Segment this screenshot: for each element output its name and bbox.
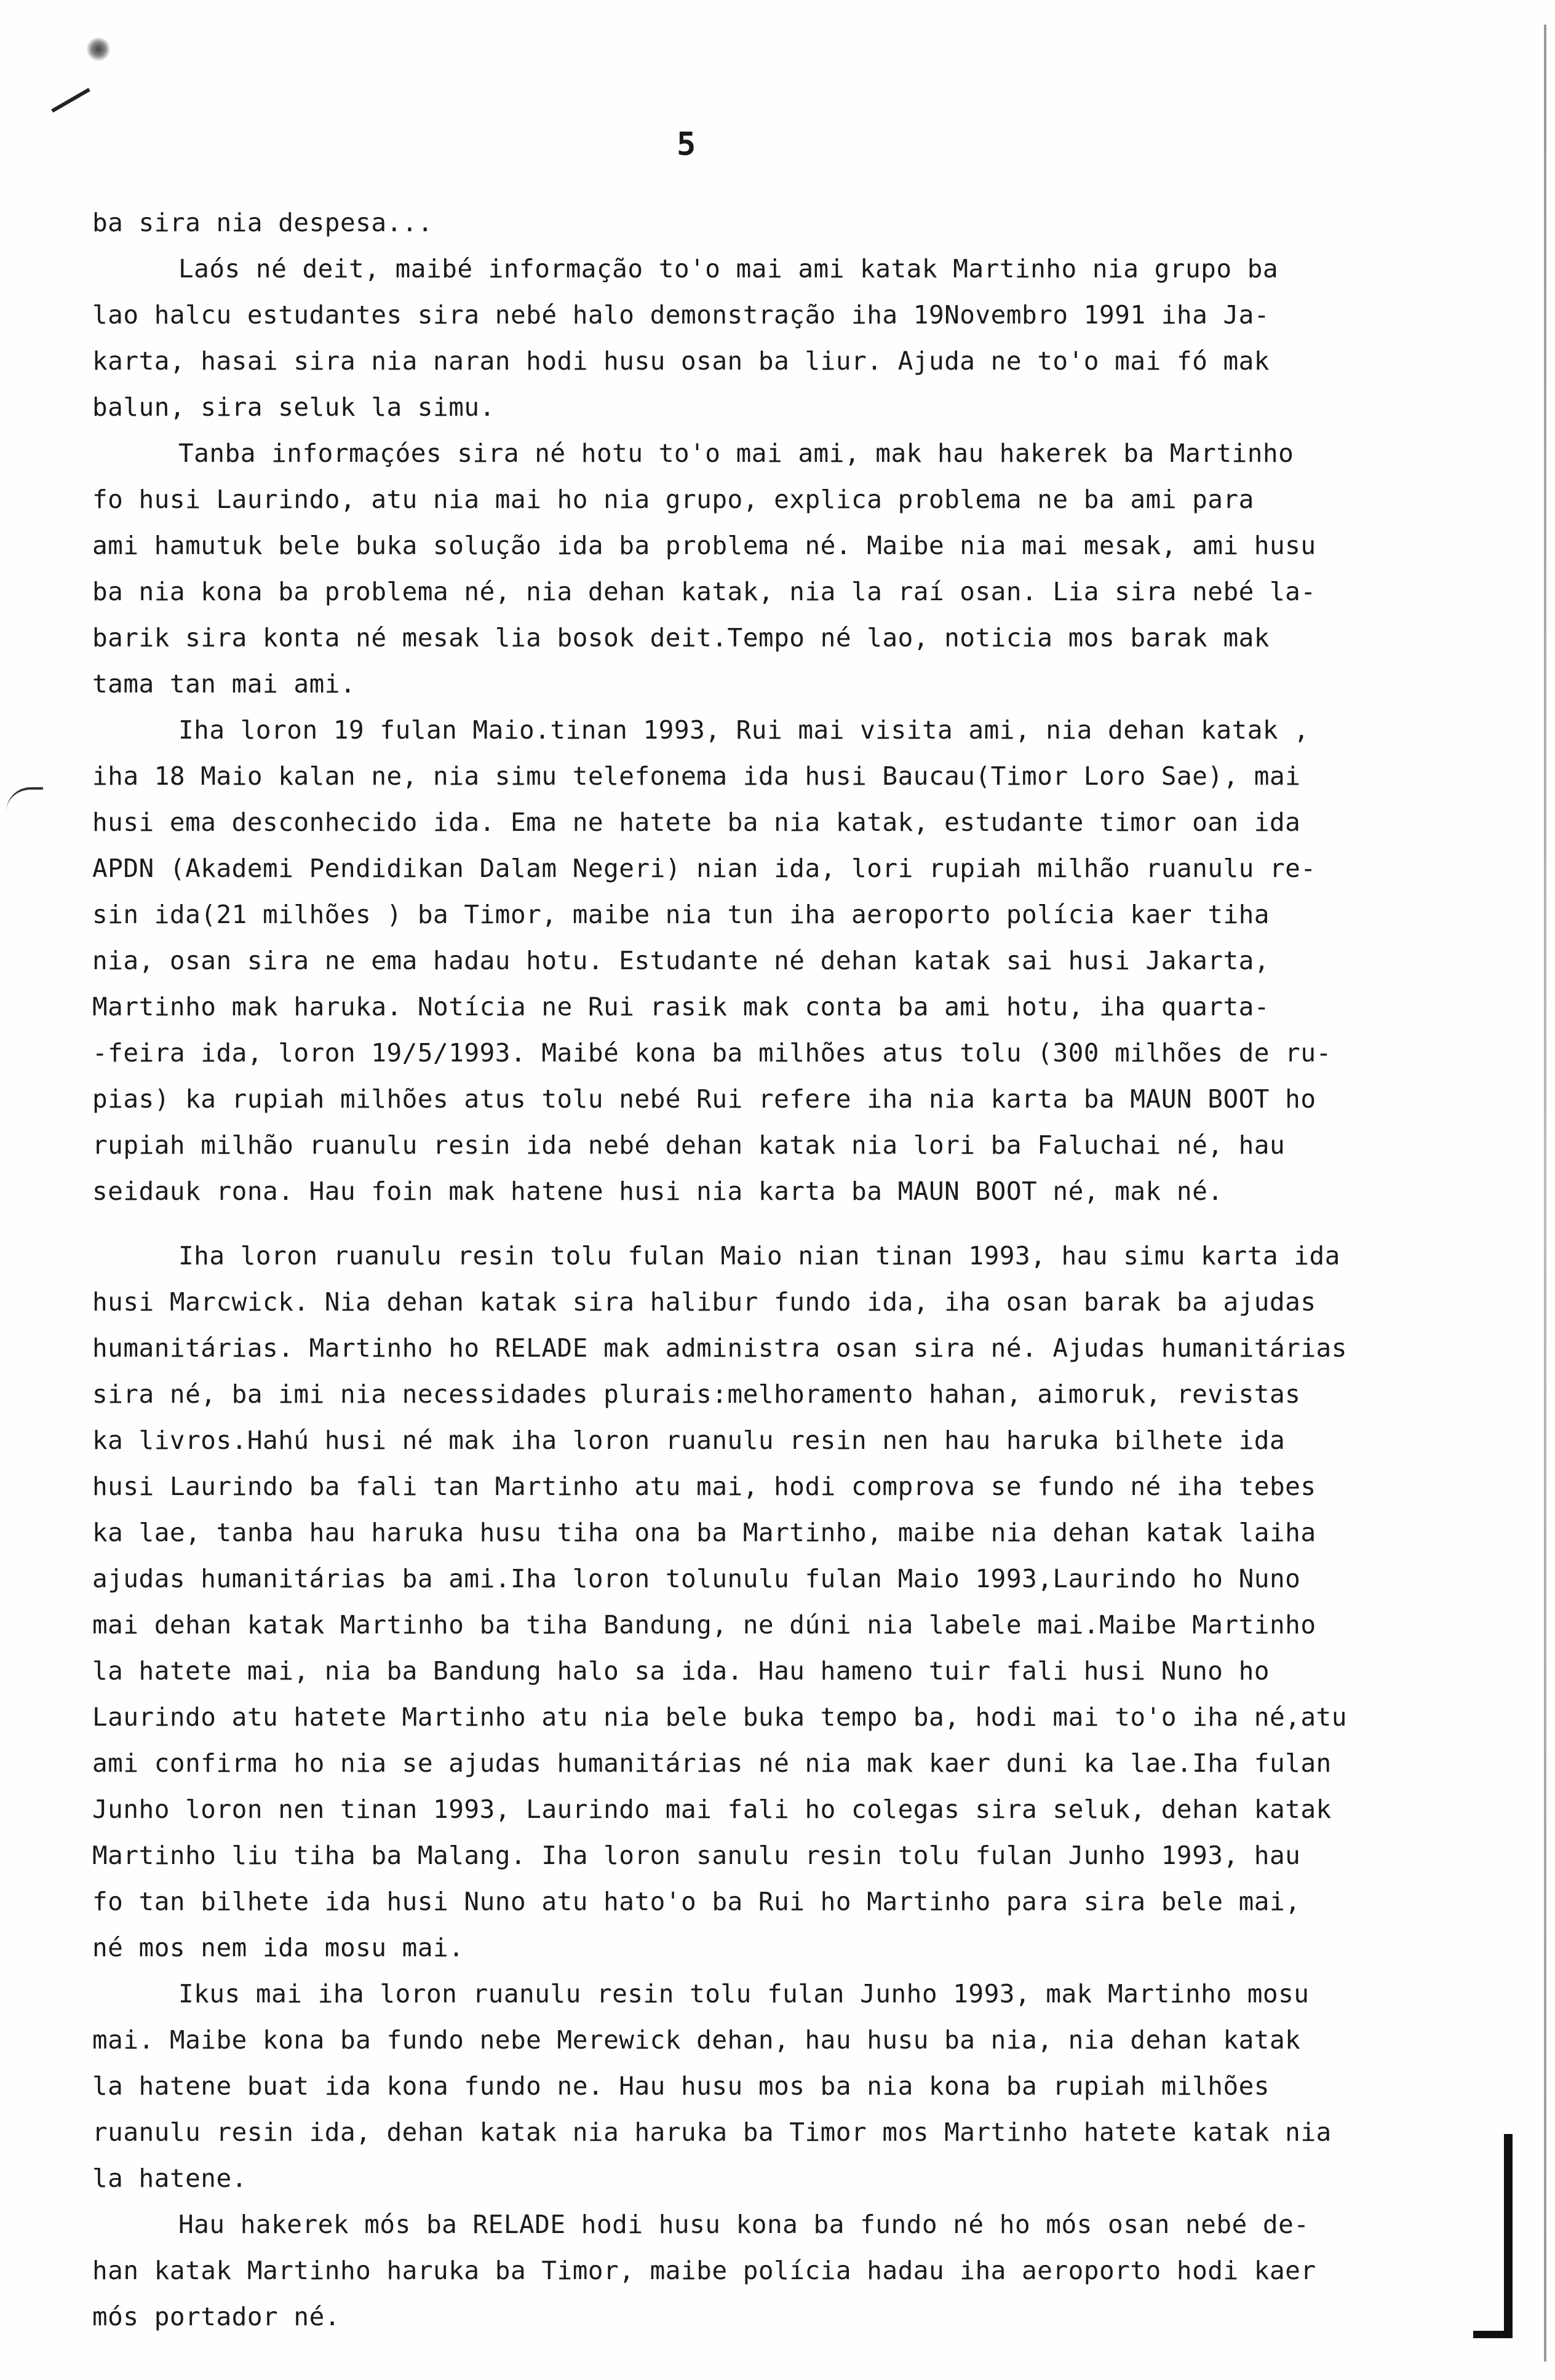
- text-line: mós portador né.: [92, 2302, 340, 2331]
- text-line: -feira ida, loron 19/5/1993. Maibé kona ba milhões atus tolu (300 milhões de ru-: [92, 1038, 1332, 1068]
- text-line: la hatene buat ida kona fundo ne. Hau husu mos ba nia kona ba rupiah milhões: [92, 2071, 1270, 2101]
- text-line: humanitárias. Martinho ho RELADE mak administra osan sira né. Ajudas humanitárias: [92, 1333, 1347, 1363]
- text-line: ami hamutuk bele buka solução ida ba problema né. Maibe nia mai mesak, ami husu: [92, 531, 1316, 560]
- text-line: la hatene.: [92, 2164, 247, 2193]
- text-line: Ikus mai iha loron ruanulu resin tolu fulan Junho 1993, mak Martinho mosu: [178, 1979, 1310, 2009]
- document-body: [92, 200, 1446, 2340]
- text-line: mai. Maibe kona ba fundo nebe Merewick dehan, hau husu ba nia, nia dehan katak: [92, 2025, 1301, 2055]
- text-line: husi Marcwick. Nia dehan katak sira halibur fundo ida, iha osan barak ba ajudas: [92, 1287, 1316, 1317]
- text-line: Junho loron nen tinan 1993, Laurindo mai fali ho colegas sira seluk, dehan katak: [92, 1795, 1332, 1824]
- scan-bracket-right-foot: [1473, 2331, 1513, 2338]
- text-line: seidauk rona. Hau foin mak hatene husi nia karta ba MAUN BOOT né, mak né.: [92, 1176, 1223, 1206]
- text-line: Tanba informaçóes sira né hotu to'o mai ami, mak hau hakerek ba Martinho: [178, 438, 1294, 468]
- text-line: né mos nem ida mosu mai.: [92, 1933, 464, 1962]
- text-line: sin ida(21 milhões ) ba Timor, maibe nia tun iha aeroporto polícia kaer tiha: [92, 900, 1270, 929]
- text-line: mai dehan katak Martinho ba tiha Bandung, ne dúni nia labele mai.Maibe Martinho: [92, 1610, 1316, 1640]
- scan-smudge: [86, 37, 111, 61]
- text-line: sira né, ba imi nia necessidades plurais:melhoramento hahan, aimoruk, revistas: [92, 1379, 1301, 1409]
- text-line: la hatete mai, nia ba Bandung halo sa ida. Hau hameno tuir fali husi Nuno ho: [92, 1656, 1270, 1686]
- text-line: balun, sira seluk la simu.: [92, 392, 495, 422]
- text-line: husi ema desconhecido ida. Ema ne hatete ba nia katak, estudante timor oan ida: [92, 807, 1301, 837]
- text-line: Hau hakerek mós ba RELADE hodi husu kona ba fundo né ho mós osan nebé de-: [178, 2210, 1310, 2239]
- text-line: Laós né deit, maibé informação to'o mai ami katak Martinho nia grupo ba: [178, 254, 1279, 284]
- text-line: ba sira nia despesa...: [92, 208, 434, 237]
- scan-bracket-right: [1504, 2134, 1513, 2337]
- text-line: ajudas humanitárias ba ami.Iha loron tolunulu fulan Maio 1993,Laurindo ho Nuno: [92, 1564, 1301, 1593]
- text-line: ruanulu resin ida, dehan katak nia haruka ba Timor mos Martinho hatete katak nia: [92, 2117, 1332, 2147]
- text-line: rupiah milhão ruanulu resin ida nebé dehan katak nia lori ba Faluchai né, hau: [92, 1130, 1286, 1160]
- text-line: pias) ka rupiah milhões atus tolu nebé Rui refere iha nia karta ba MAUN BOOT ho: [92, 1084, 1316, 1114]
- text-line: ba nia kona ba problema né, nia dehan katak, nia la raí osan. Lia sira nebé la-: [92, 577, 1316, 606]
- text-line: APDN (Akademi Pendidikan Dalam Negeri) nian ida, lori rupiah milhão ruanulu re-: [92, 854, 1316, 883]
- text-line: nia, osan sira ne ema hadau hotu. Estudante né dehan katak sai husi Jakarta,: [92, 946, 1270, 975]
- text-line: tama tan mai ami.: [92, 669, 356, 699]
- text-line: Martinho mak haruka. Notícia ne Rui rasik mak conta ba ami hotu, iha quarta-: [92, 992, 1270, 1021]
- text-line: fo husi Laurindo, atu nia mai ho nia grupo, explica problema ne ba ami para: [92, 485, 1254, 514]
- text-line: ka livros.Hahú husi né mak iha loron ruanulu resin nen hau haruka bilhete ida: [92, 1426, 1286, 1455]
- scan-edge: [1544, 25, 1546, 2362]
- text-line: Martinho liu tiha ba Malang. Iha loron sanulu resin tolu fulan Junho 1993, hau: [92, 1841, 1301, 1870]
- text-line: husi Laurindo ba fali tan Martinho atu mai, hodi comprova se fundo né iha tebes: [92, 1472, 1316, 1501]
- scan-bracket-left: [6, 787, 43, 814]
- text-line: Laurindo atu hatete Martinho atu nia bele buka tempo ba, hodi mai to'o iha né,atu: [92, 1702, 1347, 1732]
- text-line: ka lae, tanba hau haruka husu tiha ona ba Martinho, maibe nia dehan katak laiha: [92, 1518, 1316, 1547]
- text-line: han katak Martinho haruka ba Timor, maibe polícia hadau iha aeroporto hodi kaer: [92, 2256, 1316, 2285]
- text-line: iha 18 Maio kalan ne, nia simu telefonema ida husi Baucau(Timor Loro Sae), mai: [92, 761, 1301, 791]
- page-number: 5: [677, 126, 696, 163]
- text-line: karta, hasai sira nia naran hodi husu osan ba liur. Ajuda ne to'o mai fó mak: [92, 346, 1270, 376]
- scan-mark: [51, 88, 90, 113]
- text-line: lao halcu estudantes sira nebé halo demonstração iha 19Novembro 1991 iha Ja-: [92, 300, 1270, 330]
- text-line: barik sira konta né mesak lia bosok deit.Tempo né lao, noticia mos barak mak: [92, 623, 1270, 653]
- text-line: fo tan bilhete ida husi Nuno atu hato'o ba Rui ho Martinho para sira bele mai,: [92, 1887, 1301, 1916]
- text-line: ami confirma ho nia se ajudas humanitárias né nia mak kaer duni ka lae.Iha fulan: [92, 1748, 1332, 1778]
- text-line: Iha loron ruanulu resin tolu fulan Maio nian tinan 1993, hau simu karta ida: [178, 1241, 1340, 1271]
- text-line: Iha loron 19 fulan Maio.tinan 1993, Rui mai visita ami, nia dehan katak ,: [178, 715, 1310, 745]
